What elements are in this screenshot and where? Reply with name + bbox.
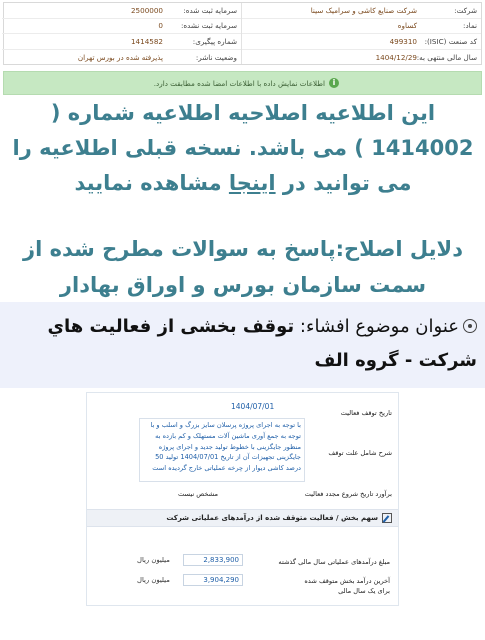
info-row-unregistered-capital xyxy=(2,19,241,35)
stop-date-value: 1404/07/01 xyxy=(231,402,275,411)
revision-reason: دلایل اصلاح:پاسخ به سوالات مطرح شده از سمت سازمان بورس و اوراق بهادار xyxy=(23,237,463,297)
revision-text-after: مشاهده نمایید xyxy=(74,171,229,195)
info-value: 1404/12/29 xyxy=(375,52,417,62)
info-label: نماد: xyxy=(463,21,477,31)
stopped-revenue-field: 3,904,290 xyxy=(183,574,243,586)
info-label: کد صنعت (ISIC): xyxy=(424,36,477,46)
info-value: 1414582 xyxy=(130,36,163,46)
notice-text: اطلاعات نمایش داده با اطلاعات امضا شده مطابقت دارد. xyxy=(153,78,325,88)
info-row-publisher-status xyxy=(2,50,241,66)
cause-text: با توجه به اجرای پروژه پرسلان سایز بزرگ و اسلب و با توجه به جمع آوری ماشین آلات مستهلک و کم بازده به منظور جایگزینی با خطوط تولید جدید و اجرای پروژه جایگزینی تجهیزات آن از تاریخ 1404/07/01 تولید 50 درصد کاشی دیوار از چرخه عملیاتی خارج گردیده است xyxy=(139,418,305,482)
info-label: شماره پیگیری: xyxy=(192,36,237,46)
info-value: 499310 xyxy=(389,36,417,46)
stopped-revenue-label: آخرین درآمد بخش متوقف شده برای یک سال مالی xyxy=(304,577,390,595)
info-row-symbol xyxy=(242,19,481,35)
company-info-left-column xyxy=(2,3,241,64)
info-row-isic xyxy=(242,34,481,50)
info-label: سال مالی منتهی به: xyxy=(416,52,477,62)
info-label: وضعیت ناشر: xyxy=(195,52,237,62)
revenue-share-section-header xyxy=(87,509,398,527)
info-label: سرمایه ثبت شده: xyxy=(183,5,237,15)
previous-version-link[interactable]: اینجا xyxy=(228,171,276,195)
revision-notice xyxy=(8,96,478,201)
restart-date-value: مشخص نیست xyxy=(178,490,219,498)
section-title: سهم بخش / فعالیت متوقف شده از درآمدهای عملیاتی شرکت xyxy=(166,514,378,522)
info-value: پذیرفته شده در بورس تهران xyxy=(77,52,163,62)
subject-title: توقف بخشی از فعالیت هاي شرکت - گروه الف xyxy=(47,316,477,371)
info-icon: i xyxy=(329,78,339,88)
info-row-tracking-number xyxy=(2,34,241,50)
prior-revenue-label: مبلغ درآمدهای عملیاتی سال مالی گذشته xyxy=(278,558,390,566)
disclosure-subject xyxy=(0,302,485,388)
info-value: کساوه xyxy=(397,21,417,31)
info-value: شرکت صنایع کاشی و سرامیک سینا xyxy=(310,5,417,15)
bullet-icon xyxy=(463,319,477,333)
revision-text-before: این اطلاعیه اصلاحیه اطلاعیه شماره ( 1414002 ) می باشد. نسخه قبلی اطلاعیه را می توانید در xyxy=(12,101,474,195)
cause-label: شرح شامل علت توقف xyxy=(328,449,392,457)
signature-match-notice xyxy=(3,71,482,95)
subject-label: عنوان موضوع افشاء: xyxy=(299,316,459,337)
disclosure-details-card xyxy=(86,392,399,606)
company-info-table xyxy=(3,2,482,65)
info-label: سرمایه ثبت نشده: xyxy=(180,21,237,31)
prior-revenue-unit: میلیون ریال xyxy=(137,556,170,564)
info-row-registered-capital xyxy=(2,3,241,19)
restart-date-label: برآورد تاریخ شروع مجدد فعالیت xyxy=(304,490,392,498)
info-label: شرکت: xyxy=(454,5,477,15)
prior-revenue-field: 2,833,900 xyxy=(183,554,243,566)
stopped-revenue-unit: میلیون ریال xyxy=(137,576,170,584)
company-info-right-column xyxy=(241,3,481,64)
stop-date-label: تاریخ توقف فعالیت xyxy=(340,409,392,417)
edit-icon xyxy=(382,513,392,523)
info-row-company xyxy=(242,3,481,19)
info-value: 2500000 xyxy=(130,5,163,15)
info-value: 0 xyxy=(158,21,163,31)
info-row-fiscal-year xyxy=(242,50,481,66)
